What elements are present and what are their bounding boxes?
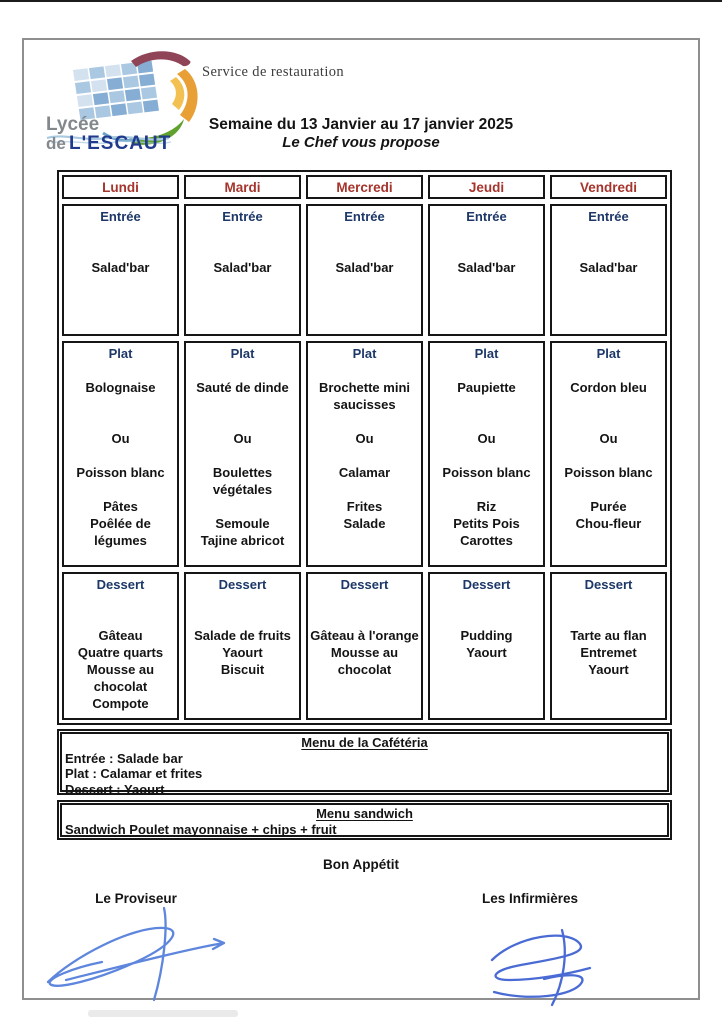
menu-line — [66, 447, 175, 464]
logo-text-de: de — [46, 134, 66, 152]
dessert-cell-jeudi — [428, 572, 545, 720]
menu-line: Plat — [230, 346, 255, 361]
menu-line: Ou — [111, 431, 130, 446]
menu-line: Carottes — [460, 533, 513, 548]
menu-line: Salad'bar — [213, 260, 272, 275]
menu-line — [310, 362, 419, 379]
day-header-vendredi: Vendredi — [550, 175, 667, 199]
menu-line: Ou — [477, 431, 496, 446]
menu-line — [66, 225, 175, 242]
menu-line — [432, 481, 541, 498]
dessert-cell-mercredi — [306, 572, 423, 720]
menu-line: Yaourt — [466, 645, 507, 660]
menu-line: Poisson blanc — [564, 465, 653, 480]
plat-cell-jeudi — [428, 341, 545, 567]
menu-line: Entrée — [344, 209, 385, 224]
menu-line: Dessert — [340, 577, 389, 592]
menu-line — [66, 242, 175, 259]
proviseur-signature — [42, 906, 244, 1002]
sandwich-title-row — [65, 806, 664, 822]
menu-line: Yaourt — [588, 662, 629, 677]
menu-line: Calamar — [338, 465, 391, 480]
menu-line — [310, 413, 419, 430]
menu-line — [554, 593, 663, 610]
menu-line — [432, 362, 541, 379]
cafeteria-dessert-line: Dessert : Yaourt — [65, 781, 165, 797]
scan-artifact-line — [0, 0, 722, 2]
menu-line: Brochette mini saucisses — [318, 380, 410, 412]
menu-line: Purée — [590, 499, 627, 514]
menu-line: Gâteau à l'orange — [310, 628, 419, 643]
menu-line: Cordon bleu — [570, 380, 647, 395]
menu-line: Entremet — [580, 645, 637, 660]
dessert-cell-mardi — [184, 572, 301, 720]
cafeteria-menu-content — [60, 732, 669, 797]
menu-line: Salade — [343, 516, 386, 531]
menu-line — [310, 242, 419, 259]
menu-line: Poisson blanc — [442, 465, 531, 480]
sandwich-title: Menu sandwich — [316, 806, 413, 821]
document-titles — [24, 116, 698, 152]
menu-line — [432, 396, 541, 413]
menu-line: Salad'bar — [457, 260, 516, 275]
proviseur-label: Le Proviseur — [95, 891, 177, 906]
sandwich-menu-content — [60, 803, 669, 837]
plat-cell-vendredi — [550, 341, 667, 567]
menu-line: Tarte au flan — [570, 628, 647, 643]
building-grid-icon — [73, 61, 159, 120]
menu-line: Entrée — [100, 209, 141, 224]
menu-line — [188, 362, 297, 379]
entree-cell-mardi — [184, 204, 301, 336]
menu-line: Entrée — [466, 209, 507, 224]
dessert-cell-lundi — [62, 572, 179, 720]
menu-line — [310, 481, 419, 498]
cafeteria-plat-line: Plat : Calamar et frites — [65, 766, 203, 781]
menu-line: Riz — [476, 499, 497, 514]
menu-line — [66, 413, 175, 430]
menu-line: Ou — [233, 431, 252, 446]
logo-arc-yellow — [170, 77, 184, 110]
menu-line: Paupiette — [457, 380, 516, 395]
menu-line — [188, 396, 297, 413]
menu-line: Ou — [355, 431, 374, 446]
sandwich-line: Sandwich Poulet mayonnaise + chips + fruit — [65, 821, 337, 837]
page-border-frame — [22, 38, 700, 1000]
menu-line — [432, 447, 541, 464]
day-header-mardi: Mardi — [184, 175, 301, 199]
menu-line: Plat — [352, 346, 377, 361]
logo-text-escaut: L'ESCAUT — [69, 133, 172, 152]
menu-line — [432, 413, 541, 430]
menu-line — [554, 610, 663, 627]
menu-line: Poêlée de légumes — [90, 516, 151, 548]
menu-line: Plat — [474, 346, 499, 361]
menu-line — [188, 498, 297, 515]
menu-line: Pudding — [460, 628, 513, 643]
menu-line — [310, 225, 419, 242]
menu-line: Boulettes végétales — [212, 465, 273, 497]
menu-line — [432, 242, 541, 259]
entree-cell-mercredi — [306, 204, 423, 336]
menu-line: Salad'bar — [91, 260, 150, 275]
menu-line: Petits Pois — [453, 516, 520, 531]
menu-line — [188, 242, 297, 259]
menu-line — [432, 593, 541, 610]
plat-cell-lundi — [62, 341, 179, 567]
menu-line — [188, 610, 297, 627]
menu-line: Biscuit — [220, 662, 265, 677]
menu-line — [66, 362, 175, 379]
menu-line: Dessert — [462, 577, 511, 592]
menu-line: Entrée — [588, 209, 629, 224]
day-header-jeudi: Jeudi — [428, 175, 545, 199]
menu-line — [66, 610, 175, 627]
menu-line: Plat — [108, 346, 133, 361]
menu-line: Pâtes — [103, 499, 138, 514]
menu-line — [188, 593, 297, 610]
menu-line: Poisson blanc — [76, 465, 165, 480]
menu-line — [554, 481, 663, 498]
menu-line — [554, 396, 663, 413]
week-title: Semaine du 13 Janvier au 17 janvier 2025 — [208, 116, 514, 133]
day-header-mercredi: Mercredi — [306, 175, 423, 199]
scan-smudge — [88, 1010, 238, 1017]
menu-line: Salade de fruits — [194, 628, 291, 643]
menu-line — [554, 413, 663, 430]
menu-line — [310, 447, 419, 464]
entree-cell-vendredi — [550, 204, 667, 336]
menu-line: Salad'bar — [579, 260, 638, 275]
menu-line: Mousse au chocolat — [330, 645, 399, 677]
entree-cell-jeudi — [428, 204, 545, 336]
menu-line: Plat — [596, 346, 621, 361]
cafeteria-title: Menu de la Cafétéria — [301, 735, 428, 750]
menu-line: Dessert — [584, 577, 633, 592]
infirmieres-signature — [476, 922, 618, 1008]
menu-line — [188, 447, 297, 464]
menu-line — [66, 396, 175, 413]
menu-line: Frites — [346, 499, 383, 514]
menu-line — [432, 225, 541, 242]
plat-cell-mardi — [184, 341, 301, 567]
menu-line: Tajine abricot — [200, 533, 285, 548]
menu-line — [554, 225, 663, 242]
infirmieres-label: Les Infirmières — [481, 891, 579, 906]
menu-line: Quatre quarts — [77, 645, 164, 660]
menu-line: Chou-fleur — [575, 516, 642, 531]
plat-cell-mercredi — [306, 341, 423, 567]
entree-cell-lundi — [62, 204, 179, 336]
weekly-menu-table — [57, 170, 672, 725]
menu-line: Entrée — [222, 209, 263, 224]
cafeteria-menu-box — [57, 729, 672, 795]
cafeteria-entree-line: Entrée : Salade bar — [65, 750, 183, 766]
menu-line — [188, 225, 297, 242]
week-subtitle: Le Chef vous propose — [282, 134, 440, 151]
menu-line: Gâteau — [98, 628, 143, 643]
menu-line — [188, 413, 297, 430]
menu-line: Semoule — [215, 516, 270, 531]
dessert-cell-vendredi — [550, 572, 667, 720]
menu-line: Dessert — [96, 577, 145, 592]
logo-text-lycee: Lycée — [46, 114, 100, 135]
menu-line — [66, 481, 175, 498]
menu-line: Bolognaise — [85, 380, 156, 395]
menu-line — [310, 593, 419, 610]
service-label: Service de restauration — [202, 64, 345, 80]
menu-line: Salad'bar — [335, 260, 394, 275]
sandwich-menu-box — [57, 800, 672, 840]
menu-line — [310, 610, 419, 627]
menu-line: Yaourt — [222, 645, 263, 660]
menu-line — [554, 362, 663, 379]
menu-line: Sauté de dinde — [196, 380, 289, 395]
cafeteria-title-row — [65, 735, 664, 751]
menu-line: Mousse au chocolat — [86, 662, 155, 694]
menu-line — [432, 610, 541, 627]
bon-appetit-text: Bon Appétit — [323, 857, 399, 872]
menu-line — [66, 593, 175, 610]
menu-line: Dessert — [218, 577, 267, 592]
menu-line: Ou — [599, 431, 618, 446]
menu-line — [554, 447, 663, 464]
menu-line: Compote — [92, 696, 149, 711]
day-header-lundi: Lundi — [62, 175, 179, 199]
menu-line — [554, 242, 663, 259]
